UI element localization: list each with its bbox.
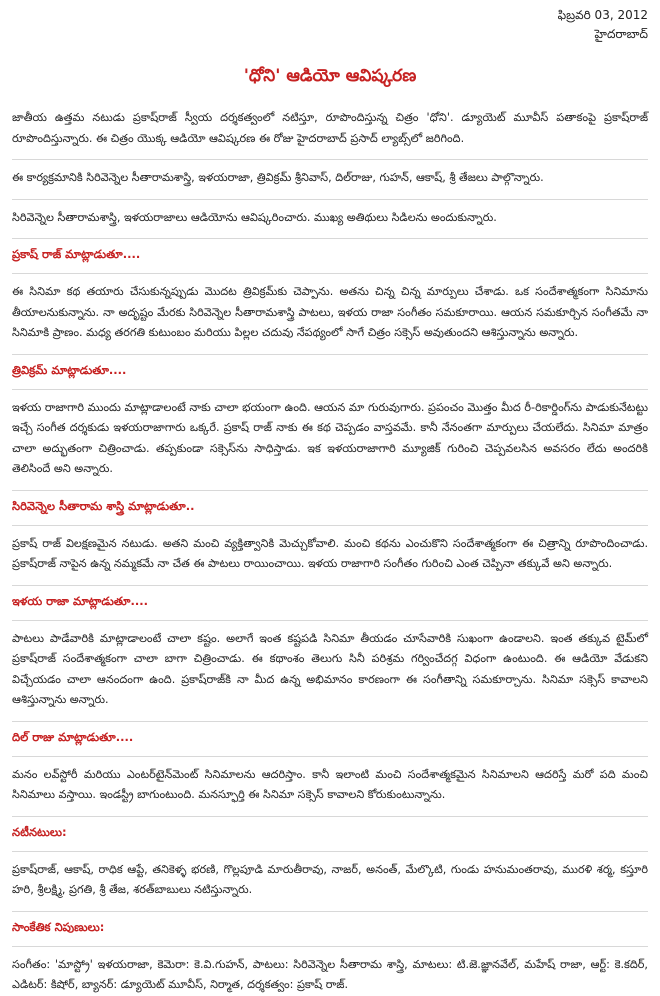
section-text-trivikram: ఇళయ రాజాగారి ముందు మాట్లాడాలంటే నాకు చాలా భయంగా ఉంది. ఆయన మా గురువుగారు. ప్రపంచం మొత్తం మీద రీ-రికార్డింగ్‌ను పాడుకునేటట్టు ఇచ్చే సంగీత దర్శకుడు ఇళయరాజాగారు ఒక్కరే. ప్రకాష్ రాజ్ నాకు ఈ కథ చెప్పడం వాస్తవమే. కానీ నేనంతగా మార్పులు చేయలేదు. సినిమా మాత్రం చాలా అద్భుతంగా చిత్రించాడు. తప్పకుండా సక్సెస్‌ను సాధిస్తాడు. ఇక ఇళయరాజాగారి మ్యూజిక్ గురించి చెప్పవలసిన అవసరం లేదు అందరికి తెలిసిందే అని అన్నారు. [12, 400, 648, 475]
divider [12, 816, 648, 817]
divider [12, 756, 648, 757]
section-text-prakash-raj: ఈ సినిమా కథ తయారు చేసుకున్నప్పుడు మొదట త్రివిక్రమ్‌కు చెప్పాను. అతను చిన్న చిన్న మార్పులు చేశాడు. ఒక సందేశాత్మకంగా సినిమాను తీయాలనుకున్నాను. నా అదృష్టం మేరకు సిరివెన్నెల సీతారామశాస్త్రి పాటలు, ఇళయ రాజా సంగీతం సమకూరాయి. ఆయన సమకూర్చిన సంగీతమే నా సినిమాకి ప్రాణం. మధ్య తరగతి కుటుంబం మరియు పిల్లల చదువు నేపథ్యంలో సాగే చిత్రం సక్సెస్ అవుతుందని ఆశిస్తున్నాను అన్నారు. [12, 285, 648, 339]
divider [12, 159, 648, 160]
date-line [12, 6, 648, 25]
divider [12, 389, 648, 390]
section-text-sirivennela: ప్రకాష్ రాజ్ విలక్షణమైన నటుడు. అతని మంచి వ్యక్తిత్వానికి మెచ్చుకోవాలి. మంచి కథను ఎంచుకొని సందేశాత్మకంగా ఈ చిత్రాన్ని రూపొందించాడు. ప్రకాష్‌రాజ్ నాపైన ఉన్న నమ్మకమే నా చేత ఈ పాటలు రాయించాయి. ఇళయ రాజాగారి సంగీతం గురించి ఎంత చెప్పినా తక్కువే అని అన్నారు. [12, 536, 648, 570]
section-heading-cast: నటీనటులు: [12, 824, 67, 839]
divider [12, 721, 648, 722]
section-heading-prakash-raj: ప్రకాష్ రాజ్ మాట్లాడుతూ.... [12, 247, 141, 261]
divider [12, 199, 648, 200]
divider [12, 238, 648, 239]
divider [12, 620, 648, 621]
divider [12, 273, 648, 274]
divider [12, 946, 648, 947]
divider [12, 525, 648, 526]
section-text-dil-raju: మనం లవ్‌స్టోరీ మరియు ఎంటర్‌టైన్‌మెంట్ సినిమాలను ఆదరిస్తాం. కానీ ఇలాంటి మంచి సందేశాత్మకమైన సినిమాలని ఆదరిస్తే మరో పది మంచి సినిమాలు వస్తాయి. ఇండస్ట్రీ బాగుంటుంది. మనస్ఫూర్తి ఈ సినిమా సక్సెస్ కావాలని కోరుకుంటున్నాను. [12, 767, 648, 801]
section-heading-crew: సాంకేతిక నిపుణులు: [12, 919, 105, 934]
page-title: 'ధోని' ఆడియో ఆవిష్కరణ [243, 66, 417, 86]
divider [12, 354, 648, 355]
intro-paragraph-2: ఈ కార్యక్రమానికి సిరివెన్నెల సీతారామశాస్త్రి, ఇళయరాజా, త్రివిక్రమ్ శ్రీనివాస్, దిల్‌రాజు, గుహన్, ఆకాష్, శ్రీ తేజలు పాల్గొన్నారు. [12, 171, 544, 184]
divider [12, 585, 648, 586]
section-text-ilayaraja: పాటలు పాడేవారికి మాట్లాడాలంటే చాలా కష్టం. అలాగే ఇంత కష్టపడి సినిమా తీయడం చూసేవారికి సుఖంగా ఉండాలని. ఇంత తక్కువ టైమ్‌లో ప్రకాష్‌రాజ్ సందేశాత్మకంగా చాలా బాగా చిత్రించాడు. ఈ కథాంశం తెలుగు సినీ పరిశ్రమ గర్వించేదగ్గ విధంగా ఉంటుంది. ఈ ఆడియో వేడుకని విచ్చేయడం చాలా ఆనందంగా ఉంది. ప్రకాష్‌రాజ్‌కి నా మీద ఉన్న అభిమానం కారణంగా ఈ సంగీతాన్ని సమకూర్చాను. సినిమా సక్సెస్ కావాలని ఆశిస్తున్నాను అన్నారు. [12, 631, 648, 706]
intro-paragraph-1: జాతీయ ఉత్తమ నటుడు ప్రకాష్‌రాజ్ స్వీయ దర్శకత్వంలో నటిస్తూ, రూపొందిస్తున్న చిత్రం 'ధోని'. డ్యూయెట్ మూవీస్ పతాకంపై ప్రకాష్‌రాజ్ రూపొందిస్తున్నారు. ఈ చిత్రం యొక్క ఆడియో ఆవిష్కరణ ఈ రోజు హైదరాబాద్ ప్రసాద్ ల్యాబ్స్‌లో జరిగింది. [12, 111, 648, 145]
section-heading-dil-raju: దిల్ రాజు మాట్లాడుతూ.... [12, 729, 134, 744]
section-text-cast: ప్రకాష్‌రాజ్, ఆకాష్, రాధిక ఆప్టే, తనికెళ్ళ భరణి, గొల్లపూడి మారుతీరావు, నాజర్, అనంత్, మేల్కొటి, గుండు హనుమంతరావు, మురళి శర్మ, కస్తూరి హరి, శ్రీలక్ష్మి, ప్రగతి, శ్రీ తేజ, శరత్‌బాబులు నటిస్తున్నారు. [12, 862, 648, 896]
release-date: ఫిబ్రవరి 03, 2012 [557, 8, 648, 22]
release-city: హైదరాబాద్ [594, 27, 648, 41]
intro-paragraph-3: సిరివెన్నెల సీతారామశాస్త్రి, ఇళయరాజాలు ఆడియోను ఆవిష్కరించారు. ముఖ్య అతిథులు సిడిలను అందుకున్నారు. [12, 210, 497, 224]
section-heading-ilayaraja: ఇళయ రాజా మాట్లాడుతూ.... [12, 593, 148, 608]
divider [12, 490, 648, 491]
section-text-crew: సంగీతం: 'మాస్ట్రో' ఇళయరాజా, కెమెరా: కె.వి.గుహన్, పాటలు: సిరివెన్నెల సీతారామ శాస్త్రి, మాటలు: టి.జె.జ్ఞానవేల్, మహేష్ రాజా, ఆర్ట్: కె.కదిర్, ఎడిటర్: కిషోర్, బ్యానర్: డ్యూయెట్ మూవీస్, నిర్మాత, దర్శకత్వం: ప్రకాష్ రాజ్. [12, 957, 648, 991]
city-line [12, 25, 648, 44]
section-heading-trivikram: త్రివిక్రమ్ మాట్లాడుతూ.... [12, 362, 127, 377]
divider [12, 851, 648, 852]
section-heading-sirivennela: సిరివెన్నెల సీతారామ శాస్త్రి మాట్లాడుతూ.. [12, 498, 195, 513]
divider [12, 911, 648, 912]
